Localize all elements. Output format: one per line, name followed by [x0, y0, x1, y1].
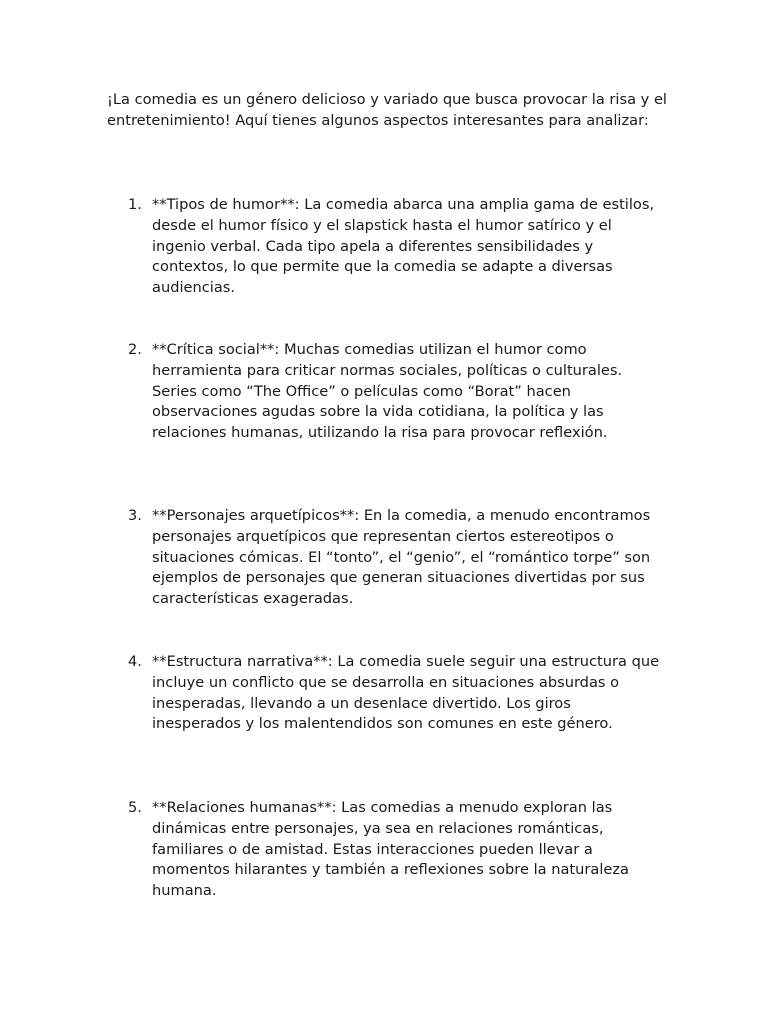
list-item-number: 3. [128, 507, 142, 524]
intro-paragraph: ¡La comedia es un género delicioso y variado que busca provocar la risa y el entretenimiento! Aquí tienes algunos aspectos interesantes para analizar: [107, 91, 667, 129]
list-item [107, 340, 667, 444]
list-item [107, 195, 667, 299]
list-item [107, 798, 667, 902]
list-item-text: **Relaciones humanas**: Las comedias a menudo exploran las dinámicas entre personajes, ya sea en relaciones románticas, familiares o de amistad. Estas interacciones pueden llevar a momentos hilarantes y también a reflexiones sobre la naturaleza humana. [152, 799, 629, 900]
list-item-text: **Personajes arquetípicos**: En la comedia, a menudo encontramos personajes arquetípicos que representan ciertos estereotipos o situaciones cómicas. El “tonto”, el “genio”, el “romántico torpe” son ejemplos de personajes que generan situaciones divertidas por sus características exageradas. [152, 507, 651, 608]
list-item [107, 506, 667, 610]
list-item-number: 2. [128, 341, 142, 358]
list-item [107, 652, 667, 735]
list-item-number: 4. [128, 653, 142, 670]
list-item-text: **Crítica social**: Muchas comedias utilizan el humor como herramienta para criticar normas sociales, políticas o culturales. Series como “The Office” o películas como “Borat” hacen observaciones agudas sobre la vida cotidiana, la política y las relaciones humanas, utilizando la risa para provocar reflexión. [152, 341, 623, 442]
list-item-text: **Estructura narrativa**: La comedia suele seguir una estructura que incluye un conflicto que se desarrolla en situaciones absurdas o inesperadas, llevando a un desenlace divertido. Los giros inesperados y los malentendidos son comunes en este género. [152, 653, 660, 733]
list-item-number: 1. [128, 196, 142, 213]
list-item-text: **Tipos de humor**: La comedia abarca una amplia gama de estilos, desde el humor físico y el slapstick hasta el humor satírico y el ingenio verbal. Cada tipo apela a diferentes sensibilidades y contextos, lo que permite que la comedia se adapte a diversas audiencias. [152, 196, 655, 297]
list-item-number: 5. [128, 799, 142, 816]
